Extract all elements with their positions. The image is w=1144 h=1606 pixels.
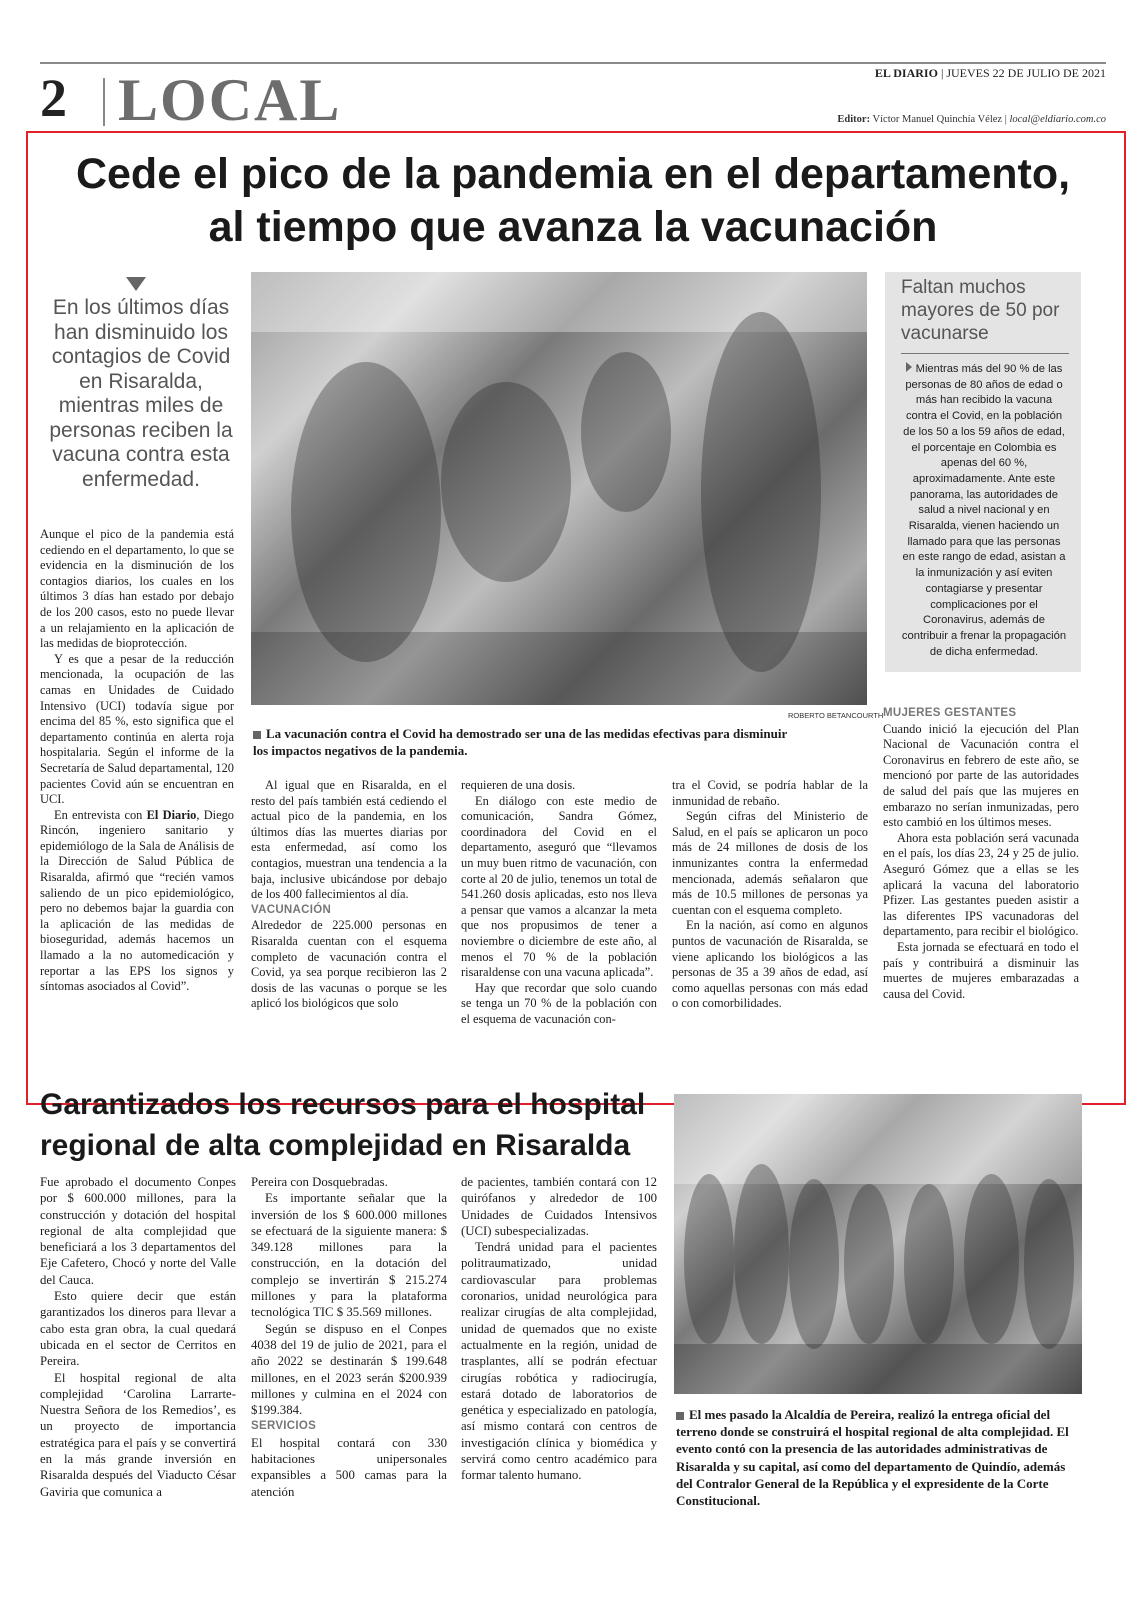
sidebar-title: Faltan muchos mayores de 50 por vacunarse (901, 277, 1060, 344)
paragraph: Según cifras del Ministerio de Salud, en el país se aplicaron un poco más de 24 millones de dosis de los inmunizantes contra la enfermedad mencionada, además señalaron que más de 10.5 millones de personas ya cuentan con el esquema completo. (672, 809, 868, 917)
main-headline-line-1: Cede el pico de la pandemia en el departamento, (75, 150, 1071, 198)
hospital-event-photo (674, 1094, 1082, 1394)
top-rule (40, 62, 1106, 64)
subhead-mujeres-gestantes: MUJERES GESTANTES (883, 707, 1017, 719)
paragraph: Al igual que en Risaralda, en el resto del país también está cediendo el actual pico de la pandemia, en los últimos días las muertes diarias por esta enfermedad, así como los contagios, muestran una tendencia a la baja, inclusive ubicándose por debajo de los 400 fallecimientos al día. (251, 778, 447, 902)
paragraph-lead: En entrevista con (54, 807, 147, 822)
main-headline-line-2: al tiempo que avanza la vacunación (208, 203, 938, 251)
masthead (875, 66, 1106, 81)
deck-arrow-icon (126, 277, 146, 291)
page-number: 2 (40, 68, 67, 128)
paragraph: Es importante señalar que la inversión de los $ 600.000 millones se efectuará de la siguiente manera: $ 349.128 millones para la construcción, en la dotación del complejo se invertirán $ 215.274 millones y para la plataforma tecnológica TIC $ 35.569 millones. (251, 1191, 447, 1320)
second-headline (40, 1084, 670, 1166)
paragraph: requieren de una dosis. (461, 778, 576, 792)
paragraph: Esta jornada se efectuará en todo el país y contribuirá a disminuir las muertes de mujeres embarazadas a causa del Covid. (883, 939, 1079, 1001)
subhead-vacunacion: VACUNACIÓN (251, 903, 332, 916)
paragraph: Pereira con Dosquebradas. (251, 1175, 388, 1189)
paper-name: EL DIARIO (874, 66, 938, 80)
second-headline-line-1: Garantizados los recursos para el hospital (40, 1088, 646, 1121)
subhead-servicios: SERVICIOS (251, 1420, 317, 1433)
second-photo-caption (676, 1406, 1080, 1509)
caption-square-icon (676, 1412, 684, 1420)
sidebar-body (901, 362, 1067, 660)
paragraph: Alrededor de 225.000 personas en Risaralda cuentan con el esquema completo de vacunación contra el Covid, ya sea porque recibieron las 2 dosis de las vacunas o porque se les aplicó los biológicos que solo (251, 918, 447, 1011)
editor-email[interactable]: local@eldiario.com.co (1009, 114, 1106, 125)
sidebar-rule (901, 353, 1069, 354)
main-column-1 (40, 527, 234, 995)
main-column-5 (883, 706, 1079, 1002)
paragraph (40, 808, 234, 995)
main-column-3 (461, 778, 657, 1028)
paragraph: tra el Covid, se podría hablar de la inmunidad de rebaño. (672, 778, 868, 808)
second-photo-caption-text: El mes pasado la Alcaldía de Pereira, realizó la entrega oficial del terreno donde se construirá el hospital regional de alta complejidad. El evento contó con la presencia de las autoridades administrativas de Risaralda y su capital, así como del departamento de Quindío, además del Contralor General de la República y el expresidente de la Corte Constitucional. (676, 1407, 1069, 1509)
photo-caption (253, 725, 798, 759)
paragraph: El hospital contará con 330 habitaciones unipersonales expansibles a 500 camas para la atención (251, 1435, 447, 1499)
sidebar-triangle-icon (906, 362, 912, 372)
vaccination-photo (251, 272, 867, 705)
newspaper-mention: El Diario (146, 807, 197, 822)
issue-date: | JUEVES 22 DE JULIO DE 2021 (940, 66, 1106, 80)
paragraph: En diálogo con este medio de comunicación, Sandra Gómez, coordinadora del Covid en el departamento, aseguró que “llevamos un muy buen ritmo de vacunación, con corte al 20 de julio, tenemos un total de 541.260 dosis aplicadas, esto nos lleva a pensar que vamos a alcanzar la meta que nos propusimos de tener a noviembre o diciembre de este año, al menos el 70 % de la población risaraldense con una vacuna aplicada”. (461, 793, 657, 980)
main-headline (40, 148, 1106, 254)
paragraph: Ahora esta población será vacunada en el país, los días 23, 24 y 25 de julio. Aseguró Gómez que a ellas se les aplicará la vacuna del laboratorio Pfizer. Las gestantes pueden asistir a las diferentes IPS vacunadoras del departamento, para recibir el biológico. (883, 830, 1079, 939)
paragraph: Fue aprobado el documento Conpes por $ 600.000 millones, para la construcción y dotación del hospital regional de alta complejidad que beneficiará a los 3 departamentos del Eje Cafetero, Chocó y norte del Valle del Cauca. (40, 1175, 236, 1287)
second-column-1 (40, 1174, 236, 1500)
section-title: LOCAL (118, 67, 342, 133)
paragraph: Aunque el pico de la pandemia está cediendo en el departamento, lo que se evidencia en la disminución de los contagios diarios, los cuales en los últimos 3 días han estado por debajo de los 200 casos, esto no puede llevar a un relajamiento en la aplicación de las medidas de bioprotección. (40, 527, 234, 651)
paragraph: Según se dispuso en el Conpes 4038 del 19 de julio de 2021, para el año 2022 se destinarán $ 199.648 millones, en el 2023 serán $200.939 millones y culmina en el 2024 con $199.384. (251, 1321, 447, 1418)
main-column-4 (672, 778, 868, 1012)
second-column-2 (251, 1174, 447, 1500)
second-headline-line-2: regional de alta complejidad en Risaralda (40, 1129, 631, 1162)
photo-credit: ROBERTO BETANCOURTH (788, 711, 884, 720)
sidebar-box (885, 272, 1081, 672)
paragraph-rest: , Diego Rincón, ingeniero sanitario y epidemiólogo de la Sala de Análisis de la Dirección de Salud Pública de Risaralda, afirmó que “recién vamos saliendo de un pico epidemiológico, pero no debemos bajar la guardia con la aplicación de las medidas de bioseguridad, además hacemos un llamado a la no automedicación y reportar a las EPS los signos y síntomas asociados al Covid”. (40, 807, 234, 994)
editor-name: Víctor Manuel Quinchía Vélez | (872, 114, 1007, 125)
photo-caption-text: La vacunación contra el Covid ha demostrado ser una de las medidas efectivas para disminuir los impactos negativos de la pandemia. (253, 726, 787, 758)
second-column-3 (461, 1174, 657, 1484)
caption-square-icon (253, 731, 261, 739)
section-divider (103, 78, 105, 126)
paragraph: Tendrá unidad para el pacientes politraumatizado, unidad cardiovascular para problemas coronarios, unidad neurológica para realizar cirugías de alta complejidad, unidad de quemados que no existe actualmente en la región, unidad de trasplantes, allí se podrán efectuar cirugías robótica y radiocirugía, estará dotado de laboratorios de genética y especializado en patología, así mismo contará con centros de investigación clínica y biomédica y servirá como centro académico para formar talento humano. (461, 1240, 657, 1483)
paragraph: de pacientes, también contará con 12 quirófanos y alrededor de 100 Unidades de Cuidados Intensivos (UCI) subespecializadas. (461, 1175, 657, 1238)
main-column-2 (251, 778, 447, 1012)
editor-label: Editor: (837, 114, 871, 125)
editor-line (837, 114, 1106, 125)
sidebar-body-text: Mientras más del 90 % de las personas de 80 años de edad o más han recibido la vacuna contra el Covid, en la población de los 50 a los 59 años de edad, el porcentaje en Colombia es apenas del 60 %, aproximadamente. Ante este panorama, las autoridades de salud a nivel nacional y en Risaralda, vienen haciendo un llamado para que las personas en este rango de edad, asistan a la inmunización y así eviten contagiarse y presentar complicaciones por el Coronavirus, además de contribuir a frenar la propagación de dicha enfermedad. (901, 363, 1067, 658)
paragraph: Cuando inició la ejecución del Plan Nacional de Vacunación contra el Coronavirus en febrero de este año, se mencionó por parte de las autoridades de salud del país que las mujeres en embarazo no serían inmunizadas, pero esto cambió en los últimos meses. (883, 721, 1079, 830)
paragraph: En la nación, así como en algunos puntos de vacunación de Risaralda, se viene aplicando los biológicos a las personas de 35 a 39 años de edad, así como aquellas personas con más edad o con comorbilidades. (672, 918, 868, 1011)
paragraph: Y es que a pesar de la reducción mencionada, la ocupación de las camas en Unidades de Cuidado Intensivo (UCI) todavía sigue por encima del 85 %, esto significa que el departamento continúa en alerta roja hospitalaria. Según el informe de la Secretaría de Salud departamental, 120 pacientes Covid aún se encuentran en UCI. (40, 651, 234, 807)
paragraph: Hay que recordar que solo cuando se tenga un 70 % de la población con el esquema de vacunación con- (461, 980, 657, 1026)
paragraph: Esto quiere decir que están garantizados los dineros para llevar a cabo esta gran obra, la cual quedará ubicada en el sector de Cerritos en Pereira. (40, 1289, 236, 1369)
paragraph: El hospital regional de alta complejidad ‘Carolina Larrarte-Nuestra Señora de los Remedios’, es un proyecto de importancia estratégica para el país y se convertirá en la más grande inversión en Risaralda después del Viaducto César Gaviria que comunica a (40, 1370, 236, 1499)
article-deck: En los últimos días han disminuido los contagios de Covid en Risaralda, mientras miles de personas reciben la vacuna contra esta enfermedad. (49, 296, 233, 491)
